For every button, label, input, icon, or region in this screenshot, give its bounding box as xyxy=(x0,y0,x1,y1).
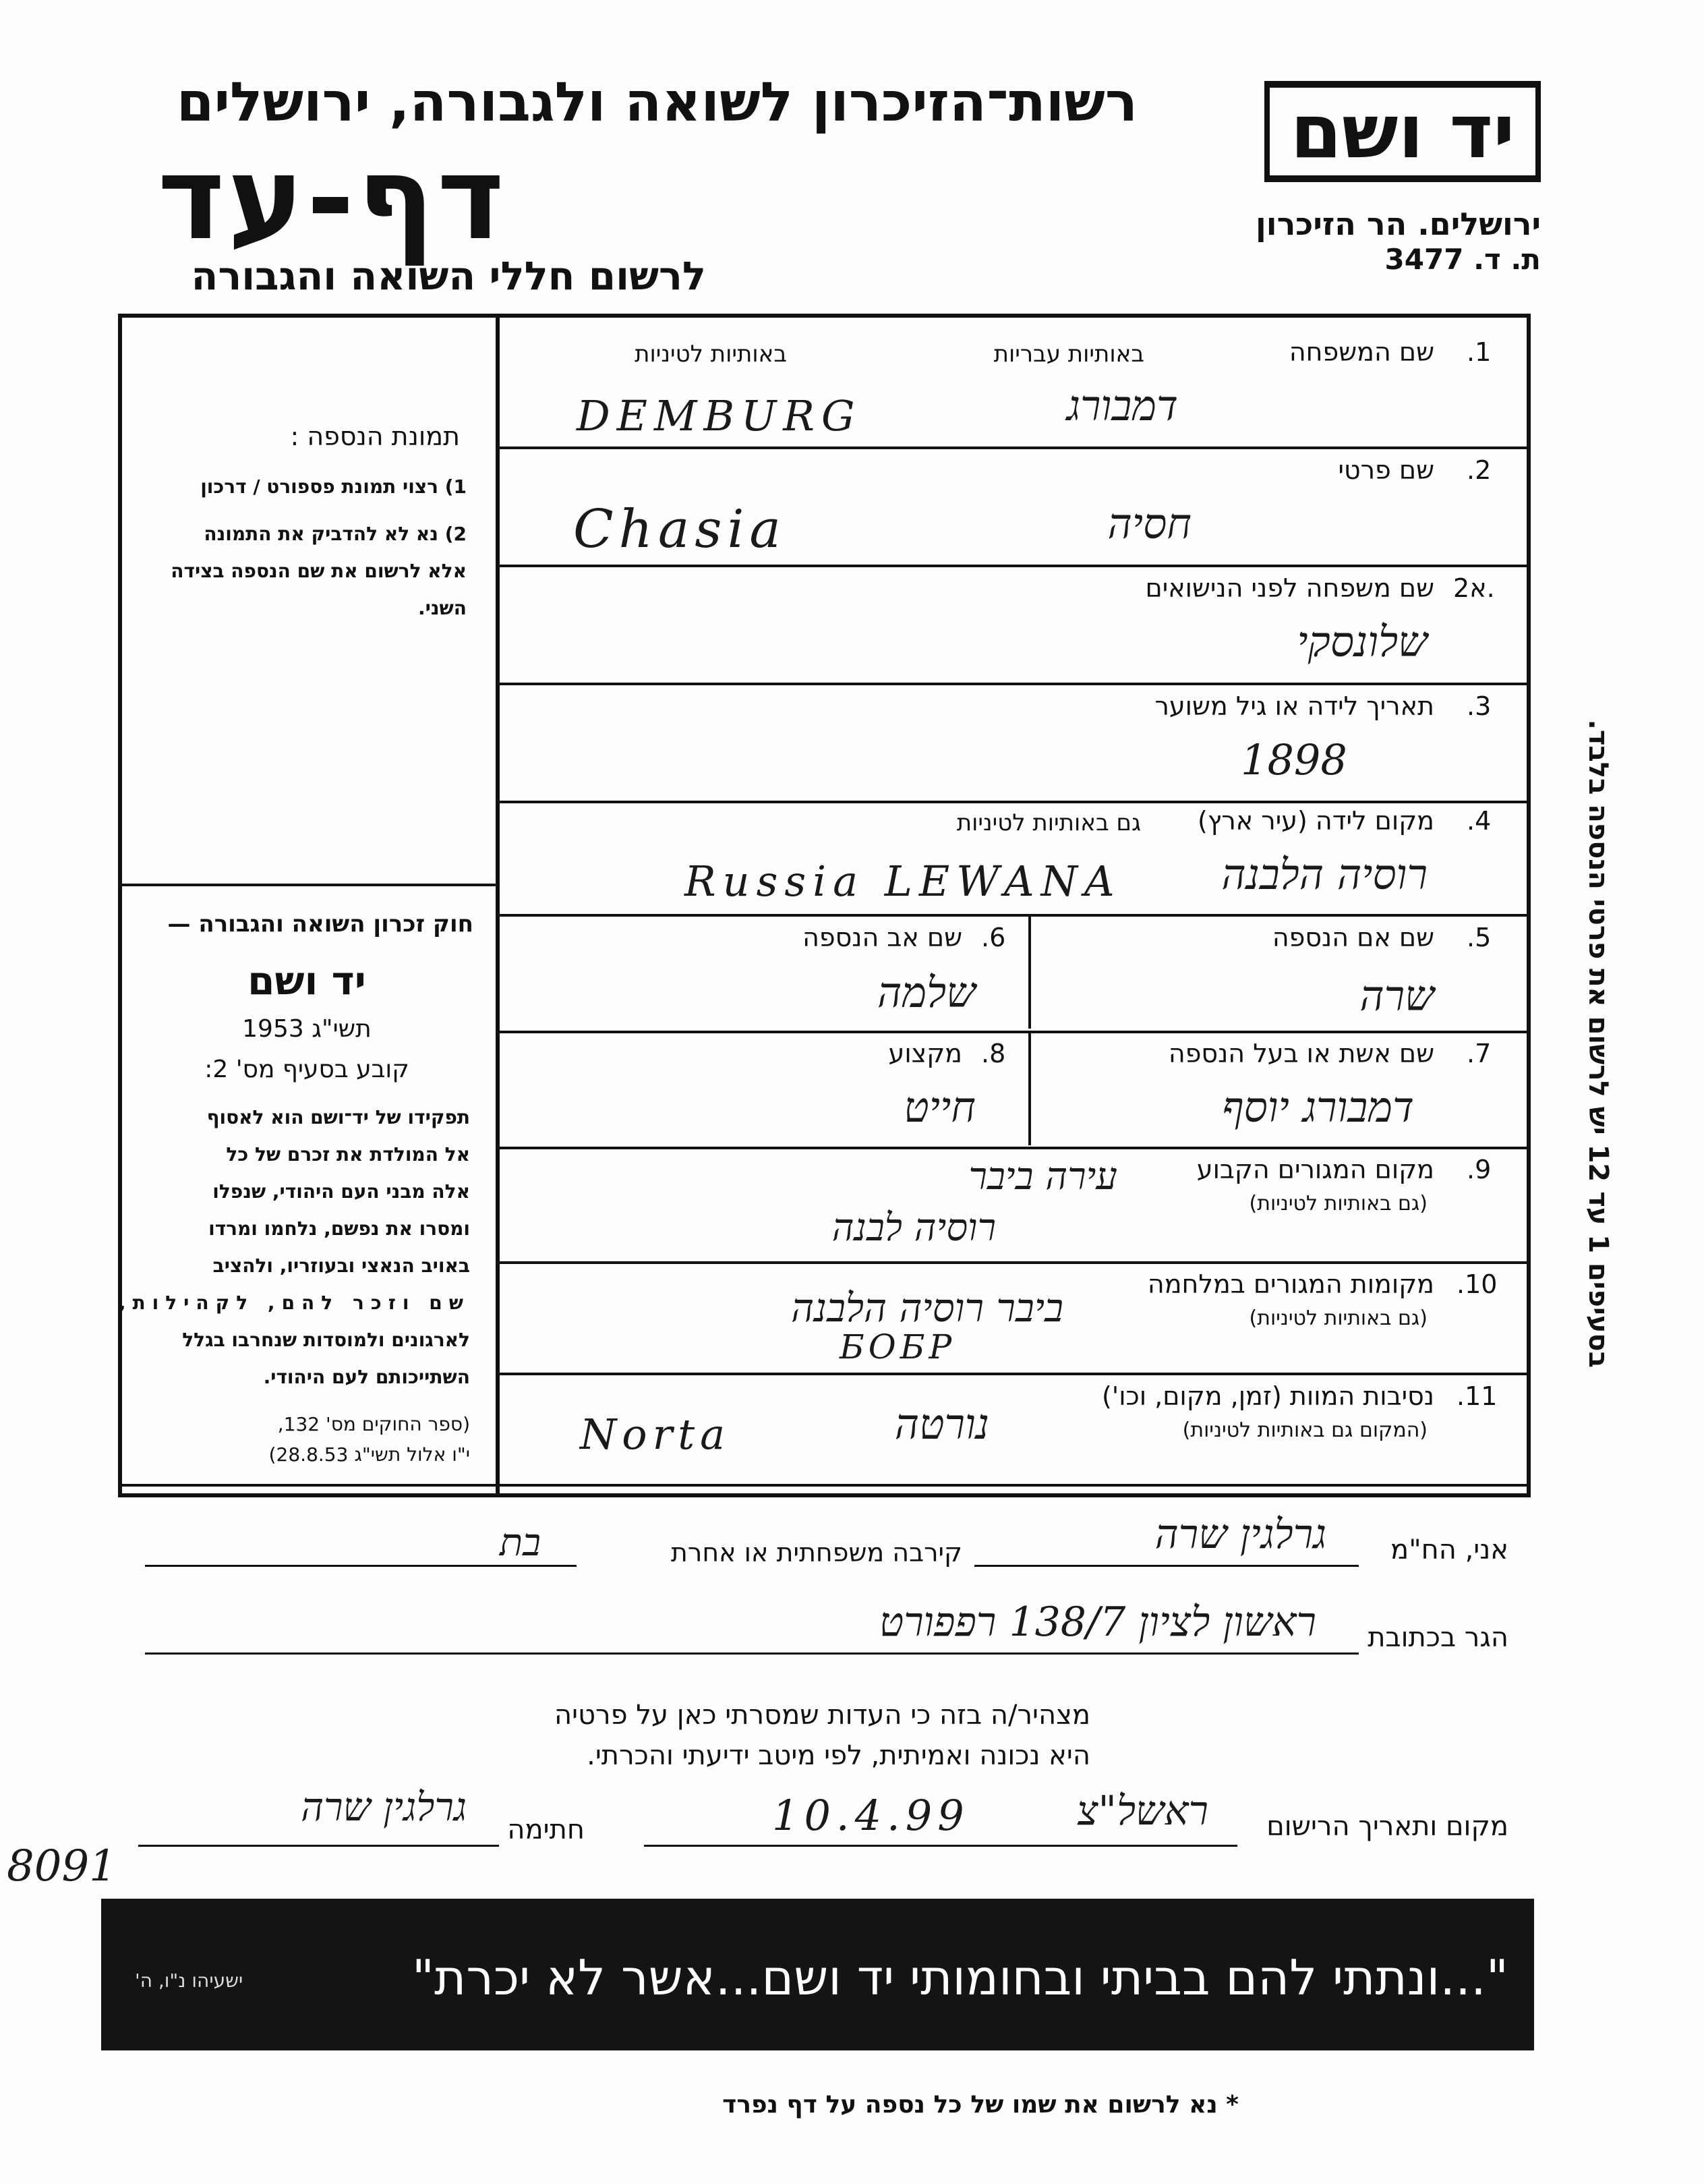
column-divider xyxy=(496,314,500,1497)
law-reference-1: (ספר החוקים מס' 132, xyxy=(277,1413,470,1435)
field-9-label: מקום המגורים הקבוע xyxy=(1196,1155,1434,1184)
address-line-2: ת. ד. 3477 xyxy=(1384,243,1541,276)
address-line xyxy=(145,1653,1359,1655)
row-divider xyxy=(499,1261,1531,1264)
field-1-latin-value[interactable]: DEMBURG xyxy=(577,391,862,440)
declarant-line xyxy=(974,1565,1359,1567)
place-date-line xyxy=(644,1845,1237,1847)
field-4-label: מקום לידה (עיר ארץ) xyxy=(1198,806,1434,836)
margin-number: 8091 xyxy=(7,1841,117,1891)
relation-label: קירבה משפחתית או אחרת xyxy=(670,1538,962,1568)
row-divider xyxy=(499,683,1531,685)
banner-source: ישעיהו נ"ו, ה' xyxy=(135,1970,243,1992)
field-8-label: מקצוע xyxy=(888,1039,962,1068)
field-2-label: שם פרטי xyxy=(1338,455,1434,485)
row-divider xyxy=(499,801,1531,803)
address-value[interactable]: ראשון לציון 138/7 רפפורט xyxy=(879,1599,1316,1646)
signature-label: חתימה xyxy=(507,1814,585,1845)
side-note-text: בסעיפים 1 עד 12 יש לרשום את פרטי הנספה בלבד. xyxy=(1583,719,1614,1368)
field-4-number: .4 xyxy=(1467,806,1492,836)
declarant-name[interactable]: גרלגין שרה xyxy=(1154,1511,1326,1558)
photo-instruction-2a: 2) נא לא להדביק את התמונה xyxy=(204,523,467,545)
statement-line-1: מצהיר/ה בזה כי העדות שמסרתי כאן על פרטיה xyxy=(554,1700,1090,1731)
field-2-hebrew-value[interactable]: חסיה xyxy=(1107,499,1192,548)
field-2-latin-value[interactable]: Chasia xyxy=(573,499,786,560)
field-7-label: שם אשת או בעל הנספה xyxy=(1168,1039,1434,1068)
law-body-3: אלה מבני העם היהודי, שנפלו xyxy=(212,1180,470,1203)
organization-title: רשות־הזיכרון לשואה ולגבורה, ירושלים xyxy=(176,71,1138,134)
law-body-6: שם וזכר להם, לקהילות, xyxy=(118,1292,470,1314)
field-2-number: .2 xyxy=(1467,455,1492,485)
photo-instruction-2c: השני. xyxy=(417,597,467,619)
form-subtitle: לרשום חללי השואה והגבורה xyxy=(191,253,706,299)
field-6-label: שם אב הנספה xyxy=(802,923,962,952)
field-10-label: מקומות המגורים במלחמה xyxy=(1147,1269,1434,1299)
row-divider xyxy=(499,1031,1531,1033)
field-9-number: .9 xyxy=(1467,1155,1492,1184)
field-10-value-line2[interactable]: БОБР xyxy=(840,1327,956,1367)
field-8-number: .8 xyxy=(981,1039,1006,1068)
law-body-8: השתייכותם לעם היהודי. xyxy=(263,1366,470,1388)
field-7-value[interactable]: דמבורג יוסף xyxy=(1222,1083,1414,1132)
field-11-note: (המקום גם באותיות לטיניות) xyxy=(1182,1418,1428,1442)
banner-quote: "...ונתתי להם בביתי ובחומותי יד ושם...אשר לא יכרת" xyxy=(411,1949,1508,2006)
row-divider xyxy=(499,565,1531,567)
address-label: הגר בכתובת xyxy=(1368,1622,1508,1653)
left-panel-divider xyxy=(118,884,499,886)
logo-text: יד ושם xyxy=(1270,88,1535,175)
law-clause: קובע בסעיף מס' 2: xyxy=(204,1056,409,1083)
field-6-number: .6 xyxy=(981,923,1006,952)
photo-title: תמונת הנספה : xyxy=(290,422,460,451)
field-1-hebrew-col: באותיות עבריות xyxy=(993,341,1144,368)
relation-line xyxy=(145,1565,577,1567)
field-3-label: תאריך לידה או גיל משוער xyxy=(1154,691,1434,721)
registration-place[interactable]: ראשל"צ xyxy=(1076,1787,1208,1835)
row-divider xyxy=(499,1373,1531,1375)
field-2a-label: שם משפחה לפני הנישואים xyxy=(1145,573,1434,603)
field-8-value[interactable]: חייט xyxy=(904,1083,976,1132)
field-10-note: (גם באותיות לטיניות) xyxy=(1249,1306,1428,1330)
statement-line-2: היא נכונה ואמיתית, לפי מיטב ידיעתי והכרתי. xyxy=(587,1740,1090,1771)
law-body-2: אל המולדת את זכרם של כל xyxy=(226,1143,470,1166)
signature-line xyxy=(138,1845,499,1847)
field-11-label: נסיבות המוות (זמן, מקום, וכו') xyxy=(1101,1381,1434,1411)
yad-vashem-logo xyxy=(1264,81,1541,182)
field-5-number: .5 xyxy=(1467,923,1492,952)
field-9-value-line1[interactable]: עירה ביבר xyxy=(968,1155,1117,1199)
row-divider xyxy=(499,914,1531,917)
side-note xyxy=(1578,719,1618,1386)
field-3-number: .3 xyxy=(1467,691,1492,721)
relation-value[interactable]: בת xyxy=(499,1521,541,1565)
law-year: תשי"ג 1953 xyxy=(242,1015,372,1043)
field-11-number: .11 xyxy=(1457,1381,1498,1411)
registration-date[interactable]: 10.4.99 xyxy=(772,1791,970,1840)
law-name: יד ושם xyxy=(247,958,366,1004)
law-title: חוק זכרון השואה והגבורה — xyxy=(167,911,473,938)
field-11-hebrew-value[interactable]: נורטה xyxy=(894,1400,989,1449)
field-1-hebrew-value[interactable]: דמבורג xyxy=(1066,381,1178,430)
field-11-latin-value[interactable]: Norta xyxy=(580,1410,731,1459)
field-4-latin-col: גם באותיות לטיניות xyxy=(956,809,1141,836)
field-9-note: (גם באותיות לטיניות) xyxy=(1249,1192,1428,1215)
field-4-hebrew-value[interactable]: רוסיה הלבנה xyxy=(1221,850,1428,899)
cell-divider xyxy=(1028,1031,1031,1145)
address-line-1: ירושלים. הר הזיכרון xyxy=(1255,206,1541,242)
field-3-value[interactable]: 1898 xyxy=(1241,735,1347,784)
field-1-latin-col: באותיות לטיניות xyxy=(635,341,787,368)
field-1-label: שם המשפחה xyxy=(1289,337,1434,367)
field-10-number: .10 xyxy=(1457,1269,1498,1299)
field-5-label: שם אם הנספה xyxy=(1272,923,1434,952)
field-5-value[interactable]: שרה xyxy=(1359,971,1434,1021)
form-title: דף-עד xyxy=(157,132,507,266)
row-divider xyxy=(499,1147,1531,1149)
law-body-1: תפקידו של יד־ושם הוא לאסוף xyxy=(206,1106,470,1128)
signature-value[interactable]: גרלגין שרה xyxy=(301,1784,467,1830)
field-7-number: .7 xyxy=(1467,1039,1492,1068)
field-2a-value[interactable]: שלונסקי xyxy=(1297,617,1428,666)
place-date-label: מקום ותאריך הרישום xyxy=(1266,1811,1508,1842)
photo-instruction-1: 1) רצוי תמונת פספורט / דרכון xyxy=(200,476,467,498)
cell-divider xyxy=(1028,914,1031,1029)
law-body-7: לארגונים ולמוסדות שנחרבו בגלל xyxy=(182,1329,470,1351)
law-body-4: ומסרו את נפשם, נלחמו ומרדו xyxy=(208,1217,470,1240)
row-divider xyxy=(499,447,1531,449)
field-4-latin-value[interactable]: Russia LEWANA xyxy=(684,857,1121,906)
field-6-value[interactable]: שלמה xyxy=(877,968,976,1017)
declarant-label: אני, הח"מ xyxy=(1390,1534,1508,1565)
law-reference-2: י"ו אלול תשי"ג 28.8.53) xyxy=(268,1443,470,1466)
photo-instruction-2b: אלא לרשום את שם הנספה בצידה xyxy=(171,560,467,582)
field-2a-number: 2א. xyxy=(1453,573,1495,603)
field-1-number: .1 xyxy=(1467,337,1492,367)
fields-bottom-divider xyxy=(118,1484,1531,1487)
field-10-value-line1[interactable]: ביבר רוסיה הלבנה xyxy=(791,1285,1063,1331)
law-body-5: באויב הנאצי ובעוזריו, ולהציב xyxy=(212,1255,470,1277)
footer-note: * נא לרשום את שמו של כל נספה על דף נפרד xyxy=(722,2091,1239,2119)
field-9-value-line2[interactable]: רוסיה לבנה xyxy=(831,1206,996,1250)
